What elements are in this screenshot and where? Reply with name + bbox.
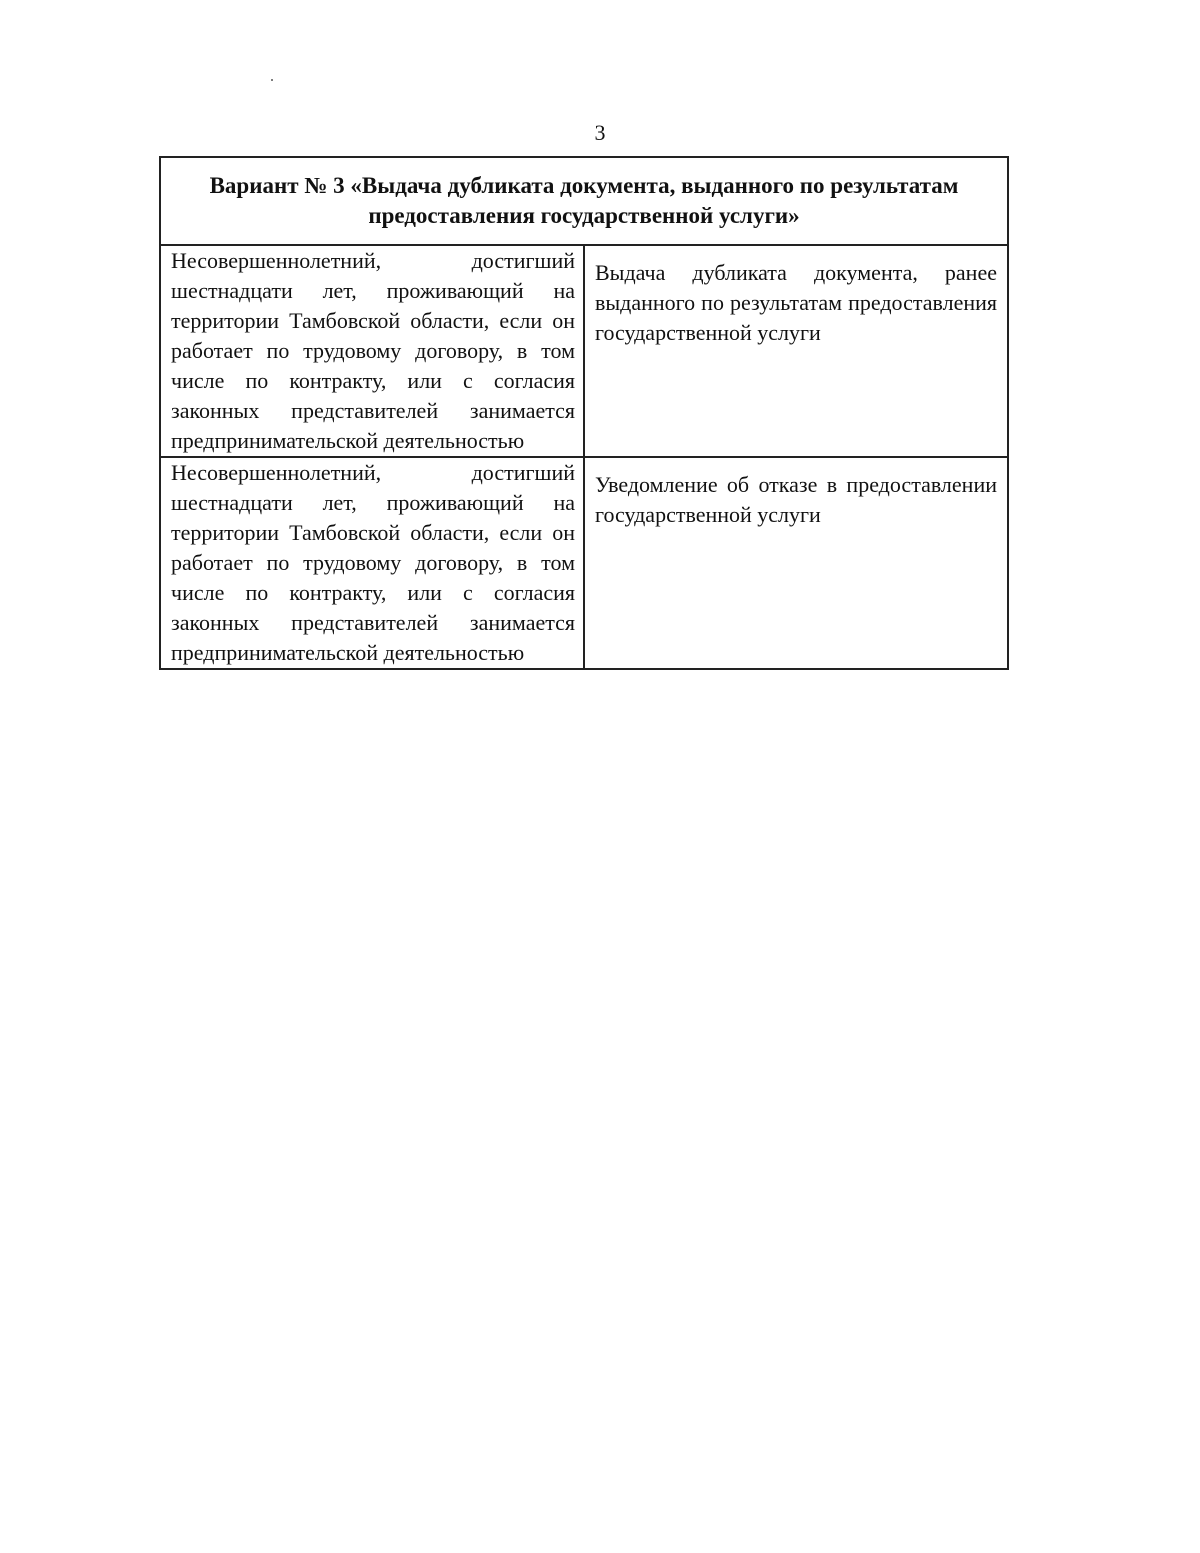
applicant-cell: Несовершеннолетний, достигший шестнадцати лет, проживающий на территории Тамбовской области, если он работает по трудовому договору, в том числе по контракту, или с согласия законных представителей занимается предпринимательской деятельностью (160, 457, 584, 669)
page-number: 3 (594, 120, 606, 145)
result-cell: Выдача дубликата документа, ранее выданного по результатам предоставления государственной услуги (584, 245, 1008, 457)
table-row (160, 245, 1008, 457)
result-cell: Уведомление об отказе в предоставлении государственной услуги (584, 457, 1008, 669)
table-header-row (160, 157, 1008, 245)
table-row (160, 457, 1008, 669)
variant-table (159, 156, 1009, 670)
table-header: Вариант № 3 «Выдача дубликата документа, выданного по результатам предоставления государственной услуги» (160, 157, 1008, 245)
scan-speck (271, 79, 273, 81)
applicant-cell: Несовершеннолетний, достигший шестнадцати лет, проживающий на территории Тамбовской области, если он работает по трудовому договору, в том числе по контракту, или с согласия законных представителей занимается предпринимательской деятельностью (160, 245, 584, 457)
